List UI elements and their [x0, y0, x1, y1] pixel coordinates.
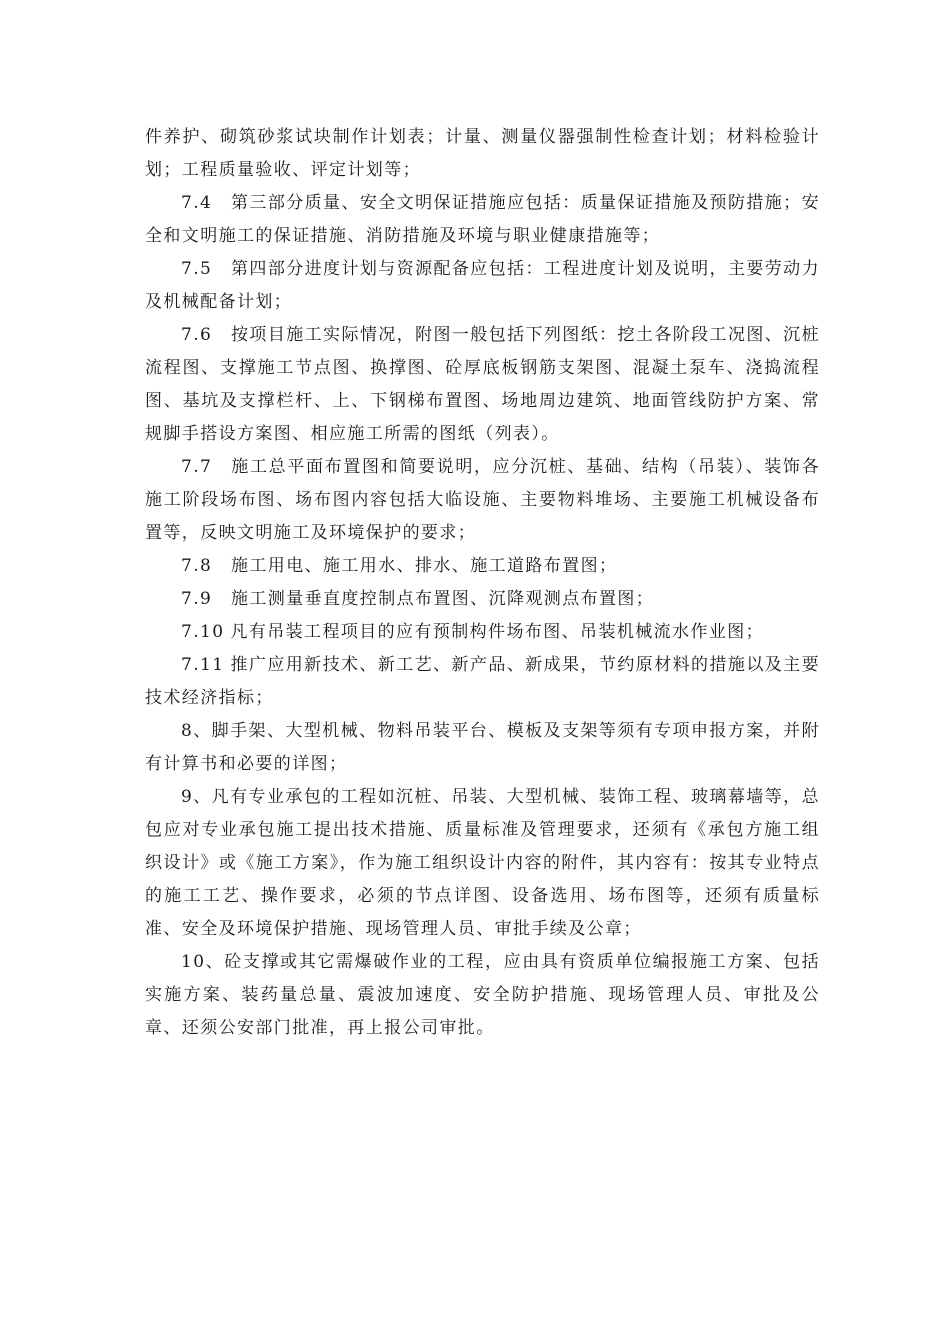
paragraph-7-5 [145, 253, 820, 319]
paragraph-text: 10、砼支撑或其它需爆破作业的工程，应由具有资质单位编报施工方案、包括实施方案、装药量总量、震波加速度、安全防护措施、现场管理人员、审批及公章、还须公安部门批准，再上报公司审批。 [145, 952, 820, 1038]
paragraph-text: 施工总平面布置图和简要说明，应分沉桩、基础、结构（吊装）、装饰各施工阶段场布图、场布图内容包括大临设施、主要物料堆场、主要施工机械设备布置等，反映文明施工及环境保护的要求； [145, 457, 820, 543]
paragraph-number: 7.11 [181, 655, 225, 675]
paragraph-8 [145, 715, 820, 781]
paragraph-continuation [145, 121, 820, 187]
paragraph-7-10 [145, 616, 820, 649]
paragraph-number: 7.9 [181, 589, 213, 609]
paragraph-text: 第四部分进度计划与资源配备应包括：工程进度计划及说明，主要劳动力及机械配备计划； [145, 259, 820, 312]
document-body [145, 121, 820, 1045]
paragraph-7-7 [145, 451, 820, 550]
paragraph-10 [145, 946, 820, 1045]
paragraph-number: 7.8 [181, 556, 213, 576]
paragraph-7-8 [145, 550, 820, 583]
paragraph-number: 7.4 [181, 193, 213, 213]
paragraph-text: 8、脚手架、大型机械、物料吊装平台、模板及支架等须有专项申报方案，并附有计算书和必要的详图； [145, 721, 820, 774]
paragraph-number: 7.6 [181, 325, 213, 345]
paragraph-7-4 [145, 187, 820, 253]
paragraph-7-11 [145, 649, 820, 715]
paragraph-7-6 [145, 319, 820, 451]
paragraph-text: 凡有吊装工程项目的应有预制构件场布图、吊装机械流水作业图； [230, 622, 765, 642]
paragraph-text: 施工用电、施工用水、排水、施工道路布置图； [231, 556, 618, 576]
paragraph-text: 件养护、砌筑砂浆试块制作计划表；计量、测量仪器强制性检查计划；材料检验计划；工程质量验收、评定计划等； [145, 127, 820, 180]
paragraph-9 [145, 781, 820, 946]
paragraph-7-9 [145, 583, 820, 616]
paragraph-number: 7.10 [181, 622, 225, 642]
paragraph-text: 按项目施工实际情况，附图一般包括下列图纸：挖土各阶段工况图、沉桩流程图、支撑施工节点图、换撑图、砼厚底板钢筋支架图、混凝土泵车、浇捣流程图、基坑及支撑栏杆、上、下钢梯布置图、场地周边建筑、地面管线防护方案、常规脚手搭设方案图、相应施工所需的图纸（列表）。 [145, 325, 820, 444]
paragraph-text: 第三部分质量、安全文明保证措施应包括：质量保证措施及预防措施；安全和文明施工的保证措施、消防措施及环境与职业健康措施等； [145, 193, 820, 246]
paragraph-text: 施工测量垂直度控制点布置图、沉降观测点布置图； [231, 589, 655, 609]
paragraph-text: 推广应用新技术、新工艺、新产品、新成果，节约原材料的措施以及主要技术经济指标； [145, 655, 820, 708]
paragraph-number: 7.7 [181, 457, 213, 477]
paragraph-text: 9、凡有专业承包的工程如沉桩、吊装、大型机械、装饰工程、玻璃幕墙等，总包应对专业承包施工提出技术措施、质量标准及管理要求，还须有《承包方施工组织设计》或《施工方案》，作为施工组织设计内容的附件，其内容有：按其专业特点的施工工艺、操作要求，必须的节点详图、设备选用、场布图等，还须有质量标准、安全及环境保护措施、现场管理人员、审批手续及公章； [145, 787, 820, 939]
paragraph-number: 7.5 [181, 259, 213, 279]
